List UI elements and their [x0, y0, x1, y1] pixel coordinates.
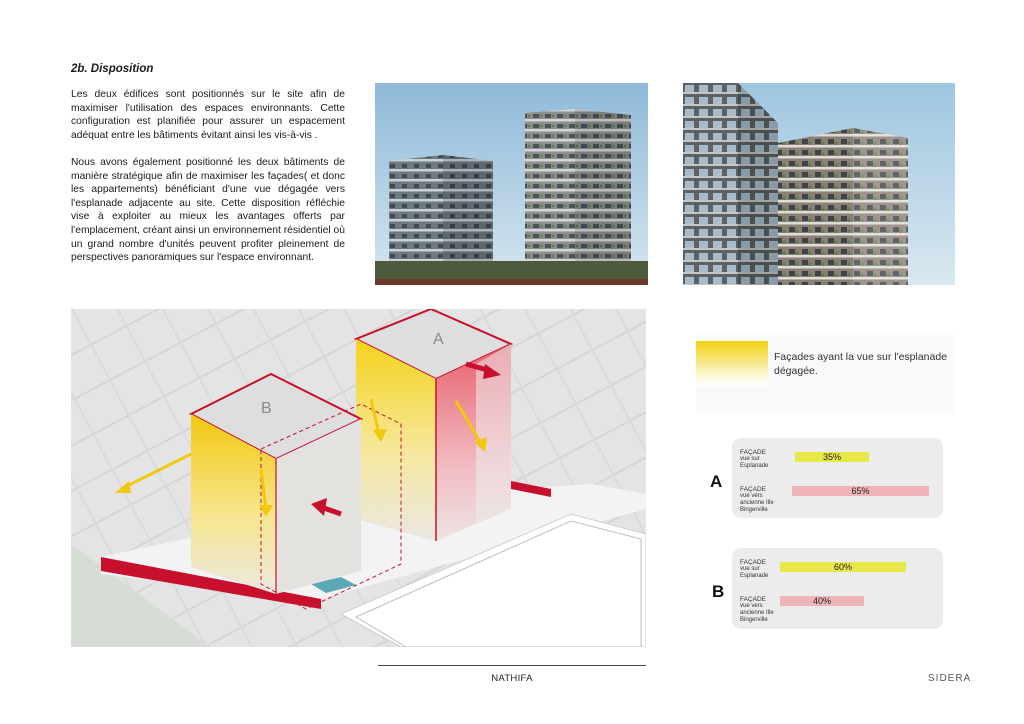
legend-swatch — [696, 341, 768, 385]
strategy-paragraph: Nous avons également positionné les deux bâtiments de manière stratégique afin de maximiser les façades( et donc les appartements) bénéficiant d'une vue dégagée vers l'esplanade adjacente au site. Cette disposition réfléchie vise à exploiter au mieux les avantages offerts par l'emplacement, créant ainsi un environnement résidentiel où un grand nombre d'unités peuvent profiter pleinement de perspectives panoramiques sur l'espace environnant. — [71, 157, 345, 264]
panel-a — [732, 438, 943, 518]
towers-render-photo — [375, 83, 648, 285]
panel-b — [732, 548, 943, 629]
footer-divider — [378, 665, 646, 666]
intro-paragraph: Les deux édifices sont positionnés sur le site afin de maximiser l'utilisation des espaces environnants. Cette configuration est planifiée pour assurer un espacement adéquat entre les bâtiments évitant ainsi les vis-à-vis . — [71, 89, 345, 141]
panel-a-letter: A — [710, 472, 723, 491]
building-b-label: B — [261, 400, 272, 417]
legend-text: Façades ayant la vue sur l'esplanade dégagée. — [774, 351, 948, 377]
tower-closeup-photo — [683, 83, 955, 285]
panel-b-row1-caption: FAÇADE vue sur Esplanade — [740, 559, 769, 579]
section-heading: 2b. Disposition — [71, 63, 154, 75]
panel-b-row1-bar: 60% — [780, 562, 906, 572]
footer-brand-logo: SIDERA — [928, 673, 972, 684]
site-disposition-diagram — [71, 309, 646, 647]
panel-b-row2-caption: FAÇADE vue vers ancienne Ille Bingerville — [740, 596, 774, 623]
panel-a-row1-caption: FAÇADE vue sur Esplanade — [740, 449, 769, 469]
footer-project-name: NATHIFA — [491, 673, 533, 684]
legend — [696, 333, 954, 413]
panel-a-row1-bar: 35% — [795, 452, 869, 462]
panel-a-row2-caption: FAÇADE vue vers ancienne Ille Bingerville — [740, 486, 774, 513]
panel-b-row2-bar: 40% — [780, 596, 864, 606]
panel-a-row2-bar: 65% — [792, 486, 929, 496]
panel-b-letter: B — [712, 582, 725, 601]
building-a-label: A — [433, 331, 444, 348]
